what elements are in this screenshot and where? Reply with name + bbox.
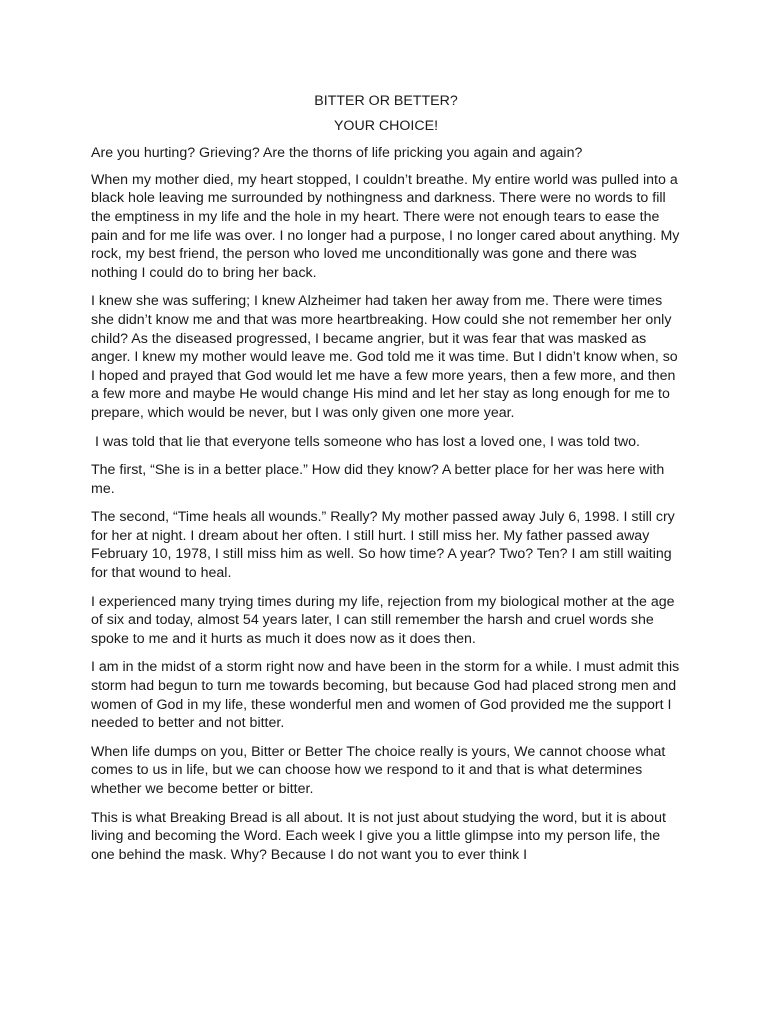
document-subtitle: YOUR CHOICE! <box>333 117 439 134</box>
document-title: BITTER OR BETTER? <box>314 93 458 109</box>
paragraph-1: Are you hurting? Grieving? Are the thorns of life pricking you again and again? <box>91 145 583 162</box>
paragraph-3: I knew she was suffering; I knew Alzheimer had taken her away from me. There were times she didn’t know me and that was more heartbreaking. How could she not remember her only child? As the diseased progressed, I became angrier, but it was fear that was masked as anger. I knew my mother would leave me. God told me it was time. But I didn’t know when, so I hoped and prayed that God would let me have a few more years, then a few more, and then a few more and maybe He would change His mind and let her stay as long enough for me to prepare, which would be never, but I was only given one more year. <box>91 293 678 421</box>
paragraph-8: I am in the midst of a storm right now and have been in the storm for a while. I must admit this storm had begun to turn me towards becoming, but because God had placed strong men and women of God in my life, these wonderful men and women of God provided me the support I needed to better and not bitter. <box>91 659 680 732</box>
paragraph-7: I experienced many trying times during my life, rejection from my biological mother at the age of six and today, almost 54 years later, I can still remember the harsh and cruel words she spoke to me and it hurts as much it does now as it does then. <box>91 593 675 647</box>
paragraph-10: This is what Breaking Bread is all about. It is not just about studying the word, but it is about living and becoming the Word. Each week I give you a little glimpse into my person life, the one behind the mask. Why? Because I do not want you to ever think I <box>91 809 666 863</box>
paragraph-5: The first, “She is in a better place.” How did they know? A better place for her was here with me. <box>91 462 665 497</box>
paragraph-2: When my mother died, my heart stopped, I couldn’t breathe. My entire world was pulled into a black hole leaving me surrounded by nothingness and darkness. There were no words to fill the emptiness in my life and the hole in my heart. There were not enough tears to ease the pain and for me life was over. I no longer had a purpose, I no longer cared about anything. My rock, my best friend, the person who loved me unconditionally was gone and there was nothing I could do to bring her back. <box>91 171 680 281</box>
paragraph-4: I was told that lie that everyone tells someone who has lost a loved one, I was told two. <box>91 433 640 450</box>
paragraph-6: The second, “Time heals all wounds.” Really? My mother passed away July 6, 1998. I still cry for her at night. I dream about her often. I still hurt. I still miss her. My father passed away February 10, 1978, I still miss him as well. So how time? A year? Two? Ten? I am still waiting for that wound to heal. <box>91 509 675 582</box>
document-body <box>91 92 681 874</box>
paragraph-9: When life dumps on you, Bitter or Better The choice really is yours, We cannot choose what comes to us in life, but we can choose how we respond to it and that is what determines whether we become better or bitter. <box>91 743 666 797</box>
